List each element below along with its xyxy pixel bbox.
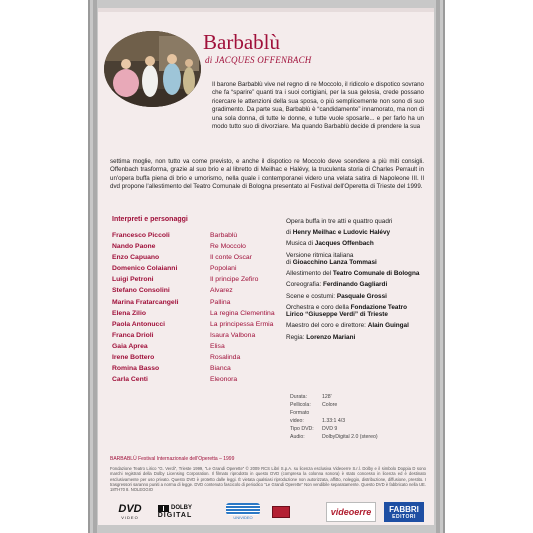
singer-name: Franca Drioli <box>112 331 154 339</box>
dvd-video-logo: DVD VIDEO <box>118 503 142 520</box>
cast-row <box>112 252 292 263</box>
cast-row <box>112 230 292 241</box>
singer-name: Gaia Aprea <box>112 342 148 350</box>
choreo-credit: Coreografia: Ferdinando Gagliardi <box>286 281 388 289</box>
role-name: Alvarez <box>210 287 233 295</box>
role-name: Rosalinda <box>210 354 241 362</box>
singer-name: Paola Antonucci <box>112 320 165 328</box>
singer-name: Marina Fratarcangeli <box>112 298 179 306</box>
cast-row <box>112 319 292 330</box>
legal-text: Fondazione Teatro Lirico “G. Verdi”, Trieste 1999, “Le Grandi Operette” © 2009 RCS Libri S.p.A. su licenza esclusiva Videoerre S.r.l. Dolby e il simbolo Doppia D sono marchi registrati della Dolby Licensing Corporation. Il filmato riprodotto in questo DVD (compresa la colonna sonora) è stato concesso in licenza ed è destinato esclusivamente per uso privato. Questo DVD è protetto dalle leggi. È vietata qualsiasi riproduzione non autorizzata, affitto, noleggio, distribuzione, diffusione, prestito. I trasgressori saranno puniti a norma di legge. DVD contenuto fascicolo di periodico “Le Grandi Operette” Non vendibile separatamente. Questo DVD è fabbricato nella UE. 18TH70 8. NOLEGGIO <box>110 466 426 493</box>
tech-value: Colore <box>322 402 338 409</box>
music-credit: Musica di Jacques Offenbach <box>286 240 374 248</box>
case-hinge-right <box>436 0 440 533</box>
libretto-credit: di Henry Meilhac e Ludovic Halévy <box>286 229 391 237</box>
conductor-credit: Maestro del coro e direttore: Alain Guingal <box>286 322 409 330</box>
orchestra-credit: Orchestra e coro della Fondazione Teatro <box>286 303 407 311</box>
director-credit: Regia: Lorenzo Mariani <box>286 333 356 341</box>
role-name: Elisa <box>210 342 225 350</box>
version-credit: Versione ritmica italiana <box>286 251 354 259</box>
stage-photo <box>104 31 201 107</box>
logo-row <box>110 502 426 524</box>
top-band <box>98 8 434 12</box>
fabbri-editori-logo: FABBRI EDITORI <box>384 502 424 522</box>
role-name: La regina Clementina <box>210 309 275 317</box>
tech-key: Formato video: <box>290 410 310 425</box>
page-title: Barbablù <box>203 30 280 54</box>
composer-subtitle: di JACQUES OFFENBACH <box>205 55 312 65</box>
cast-heading: Interpreti e personaggi <box>112 216 188 223</box>
role-name: Bianca <box>210 365 231 373</box>
tech-key: Durata: <box>290 394 308 400</box>
synopsis-text: Il barone Barbablù vive nel regno di re Moccolo, il ridicolo e dispotico sovrano che fa “sparire” quanti tra i suoi cortigiani, per la sua gelosia, crede possano ricercare le attenzioni della sua sposa, o più semplicemente non sono di suo gradimento. Da parte sua, Barbablù è “candidamente” innamorato, ma non di una sola donna, di tutte le donne, e tutte vuole sposarle... e per farlo ha un modo tutto suo di divorziare. Ma quando Barbablù decide di prendere la sua <box>212 81 424 131</box>
singer-name: Irene Bottero <box>112 354 155 362</box>
tech-row <box>290 425 378 433</box>
tech-value: DolbyDigital 2.0 (stereo) <box>322 434 378 441</box>
case-hinge-left <box>93 0 97 533</box>
cast-row <box>112 352 292 363</box>
cast-row <box>112 263 292 274</box>
singer-name: Luigi Petroni <box>112 276 154 284</box>
tech-row <box>290 409 378 425</box>
cast-row <box>112 274 292 285</box>
role-name: Re Moccolo <box>210 243 246 251</box>
tech-key: Pellicola: <box>290 402 311 409</box>
festival-note: BARBABLÙ Festival Internazionale dell'Operetta – 1999 <box>110 456 235 462</box>
role-name: Barbablù <box>210 232 238 239</box>
cast-row <box>112 308 292 319</box>
tech-specs <box>290 393 378 442</box>
singer-name: Carla Centi <box>112 376 148 384</box>
double-d-icon <box>158 505 169 512</box>
role-name: Eleonora <box>210 376 238 384</box>
tech-row <box>290 401 378 409</box>
tech-row <box>290 433 378 441</box>
scenes-credit: Scene e costumi: Pasquale Grossi <box>286 292 387 300</box>
cast-row <box>112 297 292 308</box>
version-author: di Gioacchino Lanza Tommasi <box>286 259 377 267</box>
tech-value: 1.33:1 4/3 <box>322 418 346 425</box>
role-name: Popolani <box>210 265 237 273</box>
back-cover <box>98 8 434 525</box>
role-name: Pallina <box>210 298 231 306</box>
role-name: Il conte Oscar <box>210 254 252 262</box>
ministry-logo <box>270 502 292 522</box>
singer-name: Enzo Capuano <box>112 254 160 262</box>
role-name: Il principe Zefiro <box>210 276 259 284</box>
tech-value: DVD 9 <box>322 426 338 433</box>
singer-name: Stefano Consolini <box>112 287 170 295</box>
univideo-logo: UNIVIDEO <box>224 502 262 522</box>
cast-row <box>112 330 292 341</box>
credits-block <box>286 218 426 345</box>
tech-row <box>290 393 378 401</box>
cast-row <box>112 363 292 374</box>
singer-name: Romina Basso <box>112 365 160 373</box>
role-name: Isaura Valbona <box>210 331 256 339</box>
singer-name: Nando Paone <box>112 243 156 251</box>
tech-key: Audio: <box>290 434 305 441</box>
staging-credit: Allestimento del Teatro Comunale di Bologna <box>286 270 420 278</box>
singer-name: Francesco Piccoli <box>112 232 170 239</box>
videoerre-logo: videoerre <box>326 502 376 522</box>
tech-value: 128' <box>322 394 332 400</box>
opera-line: Opera buffa in tre atti e quattro quadri <box>286 218 393 225</box>
univideo-stripes-icon <box>226 503 260 515</box>
cast-list <box>112 230 292 385</box>
synopsis-text-continued: settima moglie, non tutto va come previsto, e anche il dispotico re Moccolo deve scendere a più miti consigli. Offenbach trasforma, grazie al suo brio e al libretto di Meilhac e Halévy, la truculenta storia di Charles Perrault in un'opera buffa piena di brio e umorismo, nella quale i contemporanei videro una velata satira di Napoleone III. Il dvd propone l'allestimento del Teatro Comunale di Bologna presentato al Festival dell'Operetta di Trieste del 1999. <box>110 158 424 191</box>
orchestra-credit-2: Lirico “Giuseppe Verdi” di Trieste <box>286 311 388 319</box>
cast-row <box>112 285 292 296</box>
singer-name: Domenico Colaianni <box>112 265 178 273</box>
singer-name: Elena Zilio <box>112 309 146 317</box>
tech-key: Tipo DVD: <box>290 426 314 433</box>
cast-row <box>112 241 292 252</box>
cast-row <box>112 341 292 352</box>
dolby-digital-logo: DOLBY DIGITAL <box>157 505 193 519</box>
role-name: La principessa Ermia <box>210 320 274 328</box>
ministry-emblem-icon <box>272 506 290 518</box>
cast-row <box>112 374 292 385</box>
